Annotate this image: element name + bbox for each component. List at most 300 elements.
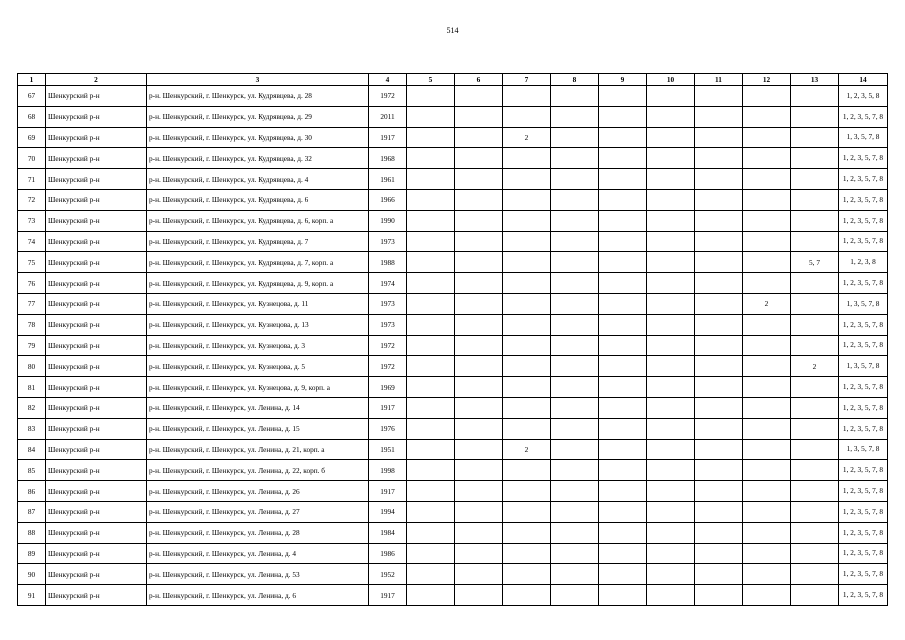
col9-cell bbox=[599, 169, 647, 190]
year-cell: 1973 bbox=[369, 293, 407, 314]
col14-cell: 1, 3, 5, 7, 8 bbox=[839, 127, 888, 148]
col8-cell bbox=[551, 460, 599, 481]
col7-cell bbox=[503, 293, 551, 314]
col11-cell bbox=[695, 522, 743, 543]
col5-cell bbox=[407, 397, 455, 418]
col14-cell: 1, 2, 3, 5, 7, 8 bbox=[839, 397, 888, 418]
col6-cell bbox=[455, 377, 503, 398]
col9-cell bbox=[599, 543, 647, 564]
col12-cell bbox=[743, 106, 791, 127]
col14-cell: 1, 3, 5, 7, 8 bbox=[839, 293, 888, 314]
year-cell: 1972 bbox=[369, 356, 407, 377]
col11-cell bbox=[695, 564, 743, 585]
col9-cell bbox=[599, 481, 647, 502]
col12-cell bbox=[743, 501, 791, 522]
year-cell: 1917 bbox=[369, 585, 407, 606]
row-number-cell: 82 bbox=[18, 397, 46, 418]
col9-cell bbox=[599, 460, 647, 481]
col14-cell: 1, 2, 3, 5, 7, 8 bbox=[839, 377, 888, 398]
col10-cell bbox=[647, 169, 695, 190]
col11-cell bbox=[695, 86, 743, 107]
col5-cell bbox=[407, 377, 455, 398]
col12-cell bbox=[743, 377, 791, 398]
col7-cell bbox=[503, 148, 551, 169]
col5-cell bbox=[407, 106, 455, 127]
col9-cell bbox=[599, 148, 647, 169]
col7-cell bbox=[503, 356, 551, 377]
row-number-cell: 70 bbox=[18, 148, 46, 169]
col13-cell bbox=[791, 439, 839, 460]
table-row bbox=[18, 86, 888, 107]
col12-cell bbox=[743, 169, 791, 190]
district-cell: Шенкурский р-н bbox=[46, 543, 147, 564]
col10-cell bbox=[647, 460, 695, 481]
table-row bbox=[18, 377, 888, 398]
col7-cell bbox=[503, 543, 551, 564]
col5-cell bbox=[407, 148, 455, 169]
col6-cell bbox=[455, 397, 503, 418]
district-cell: Шенкурский р-н bbox=[46, 377, 147, 398]
district-cell: Шенкурский р-н bbox=[46, 522, 147, 543]
col5-cell bbox=[407, 210, 455, 231]
col11-cell bbox=[695, 169, 743, 190]
col6-cell bbox=[455, 439, 503, 460]
row-number-cell: 68 bbox=[18, 106, 46, 127]
col11-cell bbox=[695, 356, 743, 377]
address-cell: р-н. Шенкурский, г. Шенкурск, ул. Кудрявцева, д. 7 bbox=[147, 231, 369, 252]
row-number-cell: 81 bbox=[18, 377, 46, 398]
col13-cell bbox=[791, 522, 839, 543]
col6-cell bbox=[455, 210, 503, 231]
col5-cell bbox=[407, 335, 455, 356]
col11-cell bbox=[695, 460, 743, 481]
col7-cell bbox=[503, 252, 551, 273]
data-table bbox=[17, 73, 888, 606]
col12-cell bbox=[743, 189, 791, 210]
col14-cell: 1, 2, 3, 5, 7, 8 bbox=[839, 106, 888, 127]
col10-cell bbox=[647, 522, 695, 543]
column-header: 3 bbox=[147, 74, 369, 86]
col11-cell bbox=[695, 314, 743, 335]
year-cell: 1952 bbox=[369, 564, 407, 585]
year-cell: 1990 bbox=[369, 210, 407, 231]
district-cell: Шенкурский р-н bbox=[46, 231, 147, 252]
address-cell: р-н. Шенкурский, г. Шенкурск, ул. Кудрявцева, д. 7, корп. а bbox=[147, 252, 369, 273]
district-cell: Шенкурский р-н bbox=[46, 564, 147, 585]
year-cell: 1969 bbox=[369, 377, 407, 398]
year-cell: 1994 bbox=[369, 501, 407, 522]
year-cell: 1917 bbox=[369, 481, 407, 502]
table-row bbox=[18, 273, 888, 294]
col7-cell bbox=[503, 501, 551, 522]
col9-cell bbox=[599, 106, 647, 127]
col8-cell bbox=[551, 106, 599, 127]
address-cell: р-н. Шенкурский, г. Шенкурск, ул. Ленина, д. 27 bbox=[147, 501, 369, 522]
col8-cell bbox=[551, 481, 599, 502]
row-number-cell: 88 bbox=[18, 522, 46, 543]
col14-cell: 1, 2, 3, 5, 7, 8 bbox=[839, 460, 888, 481]
district-cell: Шенкурский р-н bbox=[46, 148, 147, 169]
col11-cell bbox=[695, 377, 743, 398]
col9-cell bbox=[599, 585, 647, 606]
table-row bbox=[18, 314, 888, 335]
col11-cell bbox=[695, 148, 743, 169]
col6-cell bbox=[455, 460, 503, 481]
row-number-cell: 87 bbox=[18, 501, 46, 522]
row-number-cell: 71 bbox=[18, 169, 46, 190]
col6-cell bbox=[455, 501, 503, 522]
col12-cell bbox=[743, 273, 791, 294]
col13-cell bbox=[791, 273, 839, 294]
col9-cell bbox=[599, 231, 647, 252]
col9-cell bbox=[599, 418, 647, 439]
col5-cell bbox=[407, 501, 455, 522]
page-number: 514 bbox=[446, 26, 459, 35]
col6-cell bbox=[455, 273, 503, 294]
table-row bbox=[18, 210, 888, 231]
col6-cell bbox=[455, 543, 503, 564]
address-cell: р-н. Шенкурский, г. Шенкурск, ул. Кузнецова, д. 13 bbox=[147, 314, 369, 335]
row-number-cell: 85 bbox=[18, 460, 46, 481]
col5-cell bbox=[407, 564, 455, 585]
col13-cell bbox=[791, 585, 839, 606]
col9-cell bbox=[599, 564, 647, 585]
table-row bbox=[18, 439, 888, 460]
table-row bbox=[18, 501, 888, 522]
address-cell: р-н. Шенкурский, г. Шенкурск, ул. Кузнецова, д. 3 bbox=[147, 335, 369, 356]
row-number-cell: 72 bbox=[18, 189, 46, 210]
year-cell: 1968 bbox=[369, 148, 407, 169]
district-cell: Шенкурский р-н bbox=[46, 418, 147, 439]
col14-cell: 1, 2, 3, 8 bbox=[839, 252, 888, 273]
col7-cell: 2 bbox=[503, 439, 551, 460]
address-cell: р-н. Шенкурский, г. Шенкурск, ул. Кудрявцева, д. 6, корп. а bbox=[147, 210, 369, 231]
col14-cell: 1, 2, 3, 5, 7, 8 bbox=[839, 501, 888, 522]
col6-cell bbox=[455, 314, 503, 335]
col14-cell: 1, 2, 3, 5, 8 bbox=[839, 86, 888, 107]
row-number-cell: 76 bbox=[18, 273, 46, 294]
col7-cell bbox=[503, 210, 551, 231]
col11-cell bbox=[695, 106, 743, 127]
col8-cell bbox=[551, 293, 599, 314]
column-header: 8 bbox=[551, 74, 599, 86]
col6-cell bbox=[455, 293, 503, 314]
col12-cell bbox=[743, 439, 791, 460]
column-header: 11 bbox=[695, 74, 743, 86]
col11-cell bbox=[695, 439, 743, 460]
row-number-cell: 77 bbox=[18, 293, 46, 314]
district-cell: Шенкурский р-н bbox=[46, 585, 147, 606]
col13-cell bbox=[791, 460, 839, 481]
year-cell: 1951 bbox=[369, 439, 407, 460]
table-row bbox=[18, 522, 888, 543]
col12-cell bbox=[743, 231, 791, 252]
address-cell: р-н. Шенкурский, г. Шенкурск, ул. Ленина, д. 22, корп. б bbox=[147, 460, 369, 481]
col12-cell bbox=[743, 148, 791, 169]
col14-cell: 1, 2, 3, 5, 7, 8 bbox=[839, 189, 888, 210]
col11-cell bbox=[695, 397, 743, 418]
table-row bbox=[18, 106, 888, 127]
col10-cell bbox=[647, 86, 695, 107]
year-cell: 1973 bbox=[369, 231, 407, 252]
col8-cell bbox=[551, 314, 599, 335]
col7-cell bbox=[503, 418, 551, 439]
col6-cell bbox=[455, 335, 503, 356]
column-header: 12 bbox=[743, 74, 791, 86]
col12-cell bbox=[743, 356, 791, 377]
district-cell: Шенкурский р-н bbox=[46, 169, 147, 190]
table-row bbox=[18, 335, 888, 356]
row-number-cell: 78 bbox=[18, 314, 46, 335]
col14-cell: 1, 2, 3, 5, 7, 8 bbox=[839, 418, 888, 439]
col5-cell bbox=[407, 273, 455, 294]
col7-cell: 2 bbox=[503, 127, 551, 148]
col8-cell bbox=[551, 273, 599, 294]
year-cell: 1972 bbox=[369, 335, 407, 356]
col6-cell bbox=[455, 564, 503, 585]
col12-cell bbox=[743, 543, 791, 564]
column-header: 4 bbox=[369, 74, 407, 86]
address-cell: р-н. Шенкурский, г. Шенкурск, ул. Кудрявцева, д. 30 bbox=[147, 127, 369, 148]
col14-cell: 1, 3, 5, 7, 8 bbox=[839, 356, 888, 377]
col13-cell bbox=[791, 397, 839, 418]
row-number-cell: 69 bbox=[18, 127, 46, 148]
address-cell: р-н. Шенкурский, г. Шенкурск, ул. Ленина, д. 26 bbox=[147, 481, 369, 502]
col7-cell bbox=[503, 189, 551, 210]
col12-cell bbox=[743, 522, 791, 543]
col11-cell bbox=[695, 543, 743, 564]
col10-cell bbox=[647, 585, 695, 606]
col7-cell bbox=[503, 106, 551, 127]
col8-cell bbox=[551, 356, 599, 377]
address-cell: р-н. Шенкурский, г. Шенкурск, ул. Ленина, д. 15 bbox=[147, 418, 369, 439]
row-number-cell: 80 bbox=[18, 356, 46, 377]
col8-cell bbox=[551, 169, 599, 190]
col6-cell bbox=[455, 252, 503, 273]
col13-cell bbox=[791, 481, 839, 502]
district-cell: Шенкурский р-н bbox=[46, 501, 147, 522]
col13-cell bbox=[791, 293, 839, 314]
column-header: 14 bbox=[839, 74, 888, 86]
col5-cell bbox=[407, 418, 455, 439]
column-header: 7 bbox=[503, 74, 551, 86]
district-cell: Шенкурский р-н bbox=[46, 397, 147, 418]
col8-cell bbox=[551, 585, 599, 606]
row-number-cell: 90 bbox=[18, 564, 46, 585]
row-number-cell: 73 bbox=[18, 210, 46, 231]
district-cell: Шенкурский р-н bbox=[46, 127, 147, 148]
table-row bbox=[18, 127, 888, 148]
row-number-cell: 84 bbox=[18, 439, 46, 460]
col12-cell bbox=[743, 335, 791, 356]
col10-cell bbox=[647, 189, 695, 210]
address-cell: р-н. Шенкурский, г. Шенкурск, ул. Ленина, д. 4 bbox=[147, 543, 369, 564]
table-header-row bbox=[18, 74, 888, 86]
col12-cell bbox=[743, 252, 791, 273]
table-row bbox=[18, 418, 888, 439]
col8-cell bbox=[551, 148, 599, 169]
col12-cell bbox=[743, 86, 791, 107]
col13-cell bbox=[791, 189, 839, 210]
col13-cell: 5, 7 bbox=[791, 252, 839, 273]
col10-cell bbox=[647, 356, 695, 377]
district-cell: Шенкурский р-н bbox=[46, 439, 147, 460]
col9-cell bbox=[599, 127, 647, 148]
col9-cell bbox=[599, 189, 647, 210]
col12-cell bbox=[743, 481, 791, 502]
col9-cell bbox=[599, 86, 647, 107]
col5-cell bbox=[407, 439, 455, 460]
row-number-cell: 86 bbox=[18, 481, 46, 502]
district-cell: Шенкурский р-н bbox=[46, 86, 147, 107]
address-cell: р-н. Шенкурский, г. Шенкурск, ул. Кудрявцева, д. 29 bbox=[147, 106, 369, 127]
table-row bbox=[18, 148, 888, 169]
col10-cell bbox=[647, 377, 695, 398]
table-row bbox=[18, 189, 888, 210]
col13-cell: 2 bbox=[791, 356, 839, 377]
table-row bbox=[18, 564, 888, 585]
col7-cell bbox=[503, 481, 551, 502]
col14-cell: 1, 3, 5, 7, 8 bbox=[839, 439, 888, 460]
table-row bbox=[18, 481, 888, 502]
address-cell: р-н. Шенкурский, г. Шенкурск, ул. Ленина, д. 53 bbox=[147, 564, 369, 585]
column-header: 5 bbox=[407, 74, 455, 86]
col11-cell bbox=[695, 585, 743, 606]
col6-cell bbox=[455, 106, 503, 127]
col6-cell bbox=[455, 522, 503, 543]
col14-cell: 1, 2, 3, 5, 7, 8 bbox=[839, 522, 888, 543]
col13-cell bbox=[791, 564, 839, 585]
year-cell: 1917 bbox=[369, 397, 407, 418]
col7-cell bbox=[503, 564, 551, 585]
year-cell: 2011 bbox=[369, 106, 407, 127]
col6-cell bbox=[455, 189, 503, 210]
row-number-cell: 75 bbox=[18, 252, 46, 273]
col8-cell bbox=[551, 564, 599, 585]
col14-cell: 1, 2, 3, 5, 7, 8 bbox=[839, 210, 888, 231]
col7-cell bbox=[503, 377, 551, 398]
row-number-cell: 67 bbox=[18, 86, 46, 107]
col10-cell bbox=[647, 148, 695, 169]
col9-cell bbox=[599, 522, 647, 543]
col10-cell bbox=[647, 481, 695, 502]
col5-cell bbox=[407, 543, 455, 564]
column-header: 10 bbox=[647, 74, 695, 86]
col5-cell bbox=[407, 293, 455, 314]
address-cell: р-н. Шенкурский, г. Шенкурск, ул. Кудрявцева, д. 28 bbox=[147, 86, 369, 107]
district-cell: Шенкурский р-н bbox=[46, 356, 147, 377]
year-cell: 1974 bbox=[369, 273, 407, 294]
col5-cell bbox=[407, 86, 455, 107]
col12-cell bbox=[743, 210, 791, 231]
column-header: 9 bbox=[599, 74, 647, 86]
col6-cell bbox=[455, 418, 503, 439]
col8-cell bbox=[551, 397, 599, 418]
col13-cell bbox=[791, 148, 839, 169]
col10-cell bbox=[647, 439, 695, 460]
district-cell: Шенкурский р-н bbox=[46, 252, 147, 273]
col7-cell bbox=[503, 273, 551, 294]
row-number-cell: 91 bbox=[18, 585, 46, 606]
col9-cell bbox=[599, 501, 647, 522]
col14-cell: 1, 2, 3, 5, 7, 8 bbox=[839, 543, 888, 564]
col5-cell bbox=[407, 127, 455, 148]
col5-cell bbox=[407, 585, 455, 606]
col10-cell bbox=[647, 397, 695, 418]
address-cell: р-н. Шенкурский, г. Шенкурск, ул. Кудрявцева, д. 9, корп. а bbox=[147, 273, 369, 294]
col5-cell bbox=[407, 169, 455, 190]
col13-cell bbox=[791, 86, 839, 107]
col10-cell bbox=[647, 127, 695, 148]
address-cell: р-н. Шенкурский, г. Шенкурск, ул. Ленина, д. 6 bbox=[147, 585, 369, 606]
col9-cell bbox=[599, 335, 647, 356]
col13-cell bbox=[791, 314, 839, 335]
col8-cell bbox=[551, 522, 599, 543]
col6-cell bbox=[455, 585, 503, 606]
address-cell: р-н. Шенкурский, г. Шенкурск, ул. Кудрявцева, д. 6 bbox=[147, 189, 369, 210]
col5-cell bbox=[407, 522, 455, 543]
address-cell: р-н. Шенкурский, г. Шенкурск, ул. Ленина, д. 14 bbox=[147, 397, 369, 418]
col8-cell bbox=[551, 231, 599, 252]
col14-cell: 1, 2, 3, 5, 7, 8 bbox=[839, 231, 888, 252]
col14-cell: 1, 2, 3, 5, 7, 8 bbox=[839, 148, 888, 169]
district-cell: Шенкурский р-н bbox=[46, 210, 147, 231]
col11-cell bbox=[695, 501, 743, 522]
col9-cell bbox=[599, 397, 647, 418]
col11-cell bbox=[695, 231, 743, 252]
col8-cell bbox=[551, 189, 599, 210]
col6-cell bbox=[455, 231, 503, 252]
col7-cell bbox=[503, 335, 551, 356]
col10-cell bbox=[647, 252, 695, 273]
col6-cell bbox=[455, 86, 503, 107]
col8-cell bbox=[551, 252, 599, 273]
col7-cell bbox=[503, 86, 551, 107]
col9-cell bbox=[599, 273, 647, 294]
row-number-cell: 79 bbox=[18, 335, 46, 356]
address-cell: р-н. Шенкурский, г. Шенкурск, ул. Кудрявцева, д. 32 bbox=[147, 148, 369, 169]
col14-cell: 1, 2, 3, 5, 7, 8 bbox=[839, 314, 888, 335]
col14-cell: 1, 2, 3, 5, 7, 8 bbox=[839, 273, 888, 294]
year-cell: 1973 bbox=[369, 314, 407, 335]
col9-cell bbox=[599, 314, 647, 335]
district-cell: Шенкурский р-н bbox=[46, 314, 147, 335]
col5-cell bbox=[407, 481, 455, 502]
col12-cell bbox=[743, 460, 791, 481]
year-cell: 1988 bbox=[369, 252, 407, 273]
col9-cell bbox=[599, 293, 647, 314]
col10-cell bbox=[647, 543, 695, 564]
column-header: 2 bbox=[46, 74, 147, 86]
col5-cell bbox=[407, 252, 455, 273]
col11-cell bbox=[695, 273, 743, 294]
col10-cell bbox=[647, 335, 695, 356]
col14-cell: 1, 2, 3, 5, 7, 8 bbox=[839, 169, 888, 190]
col10-cell bbox=[647, 273, 695, 294]
col12-cell bbox=[743, 127, 791, 148]
col11-cell bbox=[695, 335, 743, 356]
year-cell: 1966 bbox=[369, 189, 407, 210]
col14-cell: 1, 2, 3, 5, 7, 8 bbox=[839, 481, 888, 502]
col5-cell bbox=[407, 460, 455, 481]
district-cell: Шенкурский р-н bbox=[46, 189, 147, 210]
col13-cell bbox=[791, 169, 839, 190]
col6-cell bbox=[455, 127, 503, 148]
col11-cell bbox=[695, 418, 743, 439]
col9-cell bbox=[599, 377, 647, 398]
table-row bbox=[18, 543, 888, 564]
col6-cell bbox=[455, 169, 503, 190]
